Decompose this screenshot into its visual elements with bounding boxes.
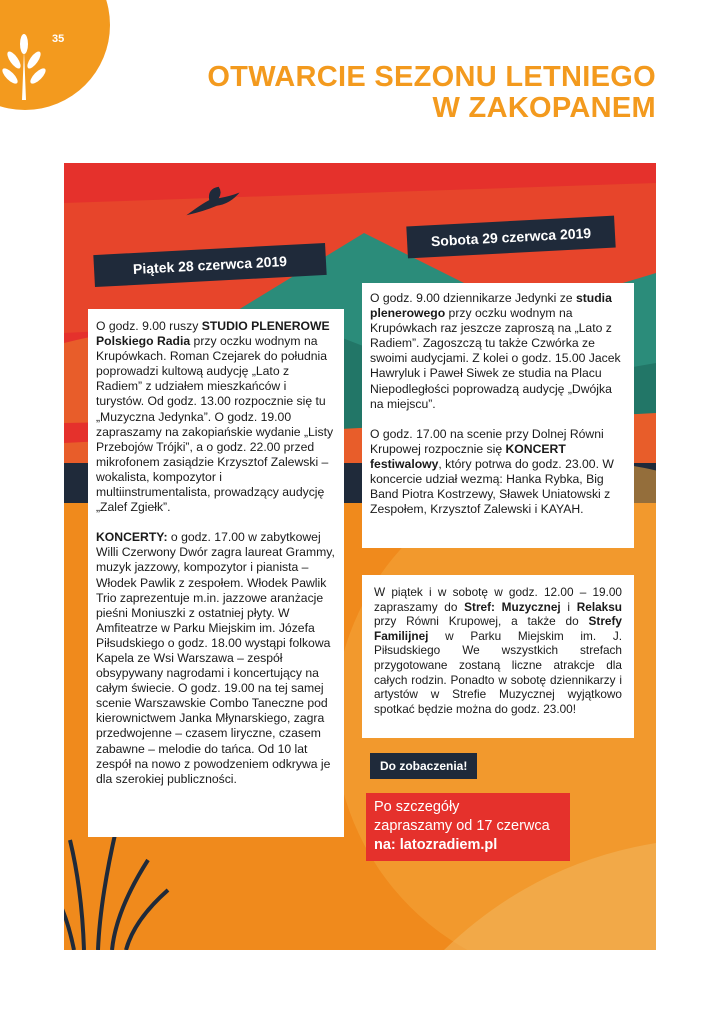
saturday-paragraph-2: O godz. 17.00 na scenie przy Dolnej Równi Krupowej rozpocznie się KONCERT festiwalowy, który potrwa do godz. 23.00. W koncercie udział wezmą: Hanka Rybka, Big Band Piotra Kostrzewy, Sławek Uniatowski z Zespołem, Krzysztof Zalewski i KAYAH. (370, 426, 614, 517)
friday-program-card (88, 309, 344, 837)
details-line-2: zapraszamy od 17 czerwca (374, 818, 550, 834)
zones-paragraph: W piątek i w sobotę w godz. 12.00 – 19.00 zapraszamy do Stref: Muzycznej i Relaksu przy Równi Krupowej, a także do Strefy Familijnej w Parku Miejskim im. J. Piłsudskiego We wszystkich strefach przygotowane zostaną liczne atrakcje dla całych rodzin. Ponadto w sobotę dziennikarzy i artystów w Strefie Muzycznej wyjątkowo spotkać będzie można do godz. 23.00! (374, 585, 622, 716)
page-title (207, 62, 656, 124)
page-number: 35 (52, 33, 65, 45)
friday-date-ribbon: Piątek 28 czerwca 2019 (93, 243, 326, 287)
wheat-icon (0, 30, 50, 100)
saturday-paragraph-1: O godz. 9.00 dziennikarze Jedynki ze studia plenerowego przy oczku wodnym na Krupówkach raz jeszcze zaproszą na „Lato z Radiem”. Zagoszczą tu także Czwórka ze swoimi audycjami. Z kolei o godz. 15.00 Jacek Hawryluk i Paweł Siwek ze studia na Placu Niepodległości poprowadzą audycję „Dwójka na miejscu”. (370, 291, 621, 411)
details-website-link[interactable]: na: latozradiem.pl (374, 837, 498, 853)
event-poster (64, 163, 656, 950)
friday-paragraph-2: KONCERTY: o godz. 17.00 w zabytkowej Willi Czerwony Dwór zagra laureat Grammy, muzyk jazzowy, kompozytor i pianista – Włodek Pawlik z zespołem. Włodek Pawlik Trio zaprezentuje m.in. jazzowe aranżacje pieśni Moniuszki z ostatniej płyty. W Amfiteatrze w Parku Miejskim im. Józefa Piłsudskiego o godz. 18.00 wystąpi folkowa Kapela ze Wsi Warszawa – zespół obsypywany nagrodami i koncertujący na całym świecie. O godz. 19.00 na tej samej scenie Warszawskie Combo Taneczne pod kierownictwem Janka Młynarskiego, zagra przedwojenne – czasem liryczne, czasem zabawne – melodie do tańca. Od 10 lat zespół na nowo z powodzeniem odkrywa je dla szerokiej publiczności. (96, 530, 335, 786)
title-line-2: W ZAKOPANEM (432, 92, 656, 124)
details-box (366, 793, 570, 861)
saturday-date-ribbon: Sobota 29 czerwca 2019 (406, 216, 615, 259)
grass-icon (64, 820, 184, 950)
title-line-1: OTWARCIE SEZONU LETNIEGO (207, 61, 656, 93)
saturday-program-card (362, 283, 634, 548)
farewell-badge: Do zobaczenia! (370, 753, 477, 779)
bird-icon (184, 183, 242, 221)
zones-info-card (362, 575, 634, 738)
details-line-1: Po szczegóły (374, 799, 460, 815)
friday-paragraph-1: O godz. 9.00 ruszy STUDIO PLENEROWE Polskiego Radia przy oczku wodnym na Krupówkach. Roman Czejarek do południa poprowadzi kultową audycję „Lato z Radiem” z udziałem mieszkańców i turystów. Od godz. 13.00 rozpocznie się tu „Muzyczna Jedynka”. O godz. 19.00 zapraszamy na zakopiańskie wydanie „Listy Przebojów Trójki”, a o godz. 22.00 przed mikrofonem zasiądzie Krzysztof Zalewski – wokalista, kompozytor i multiinstrumentalista, prowadzący audycję „Zalef Zgiełk”. (96, 319, 334, 515)
